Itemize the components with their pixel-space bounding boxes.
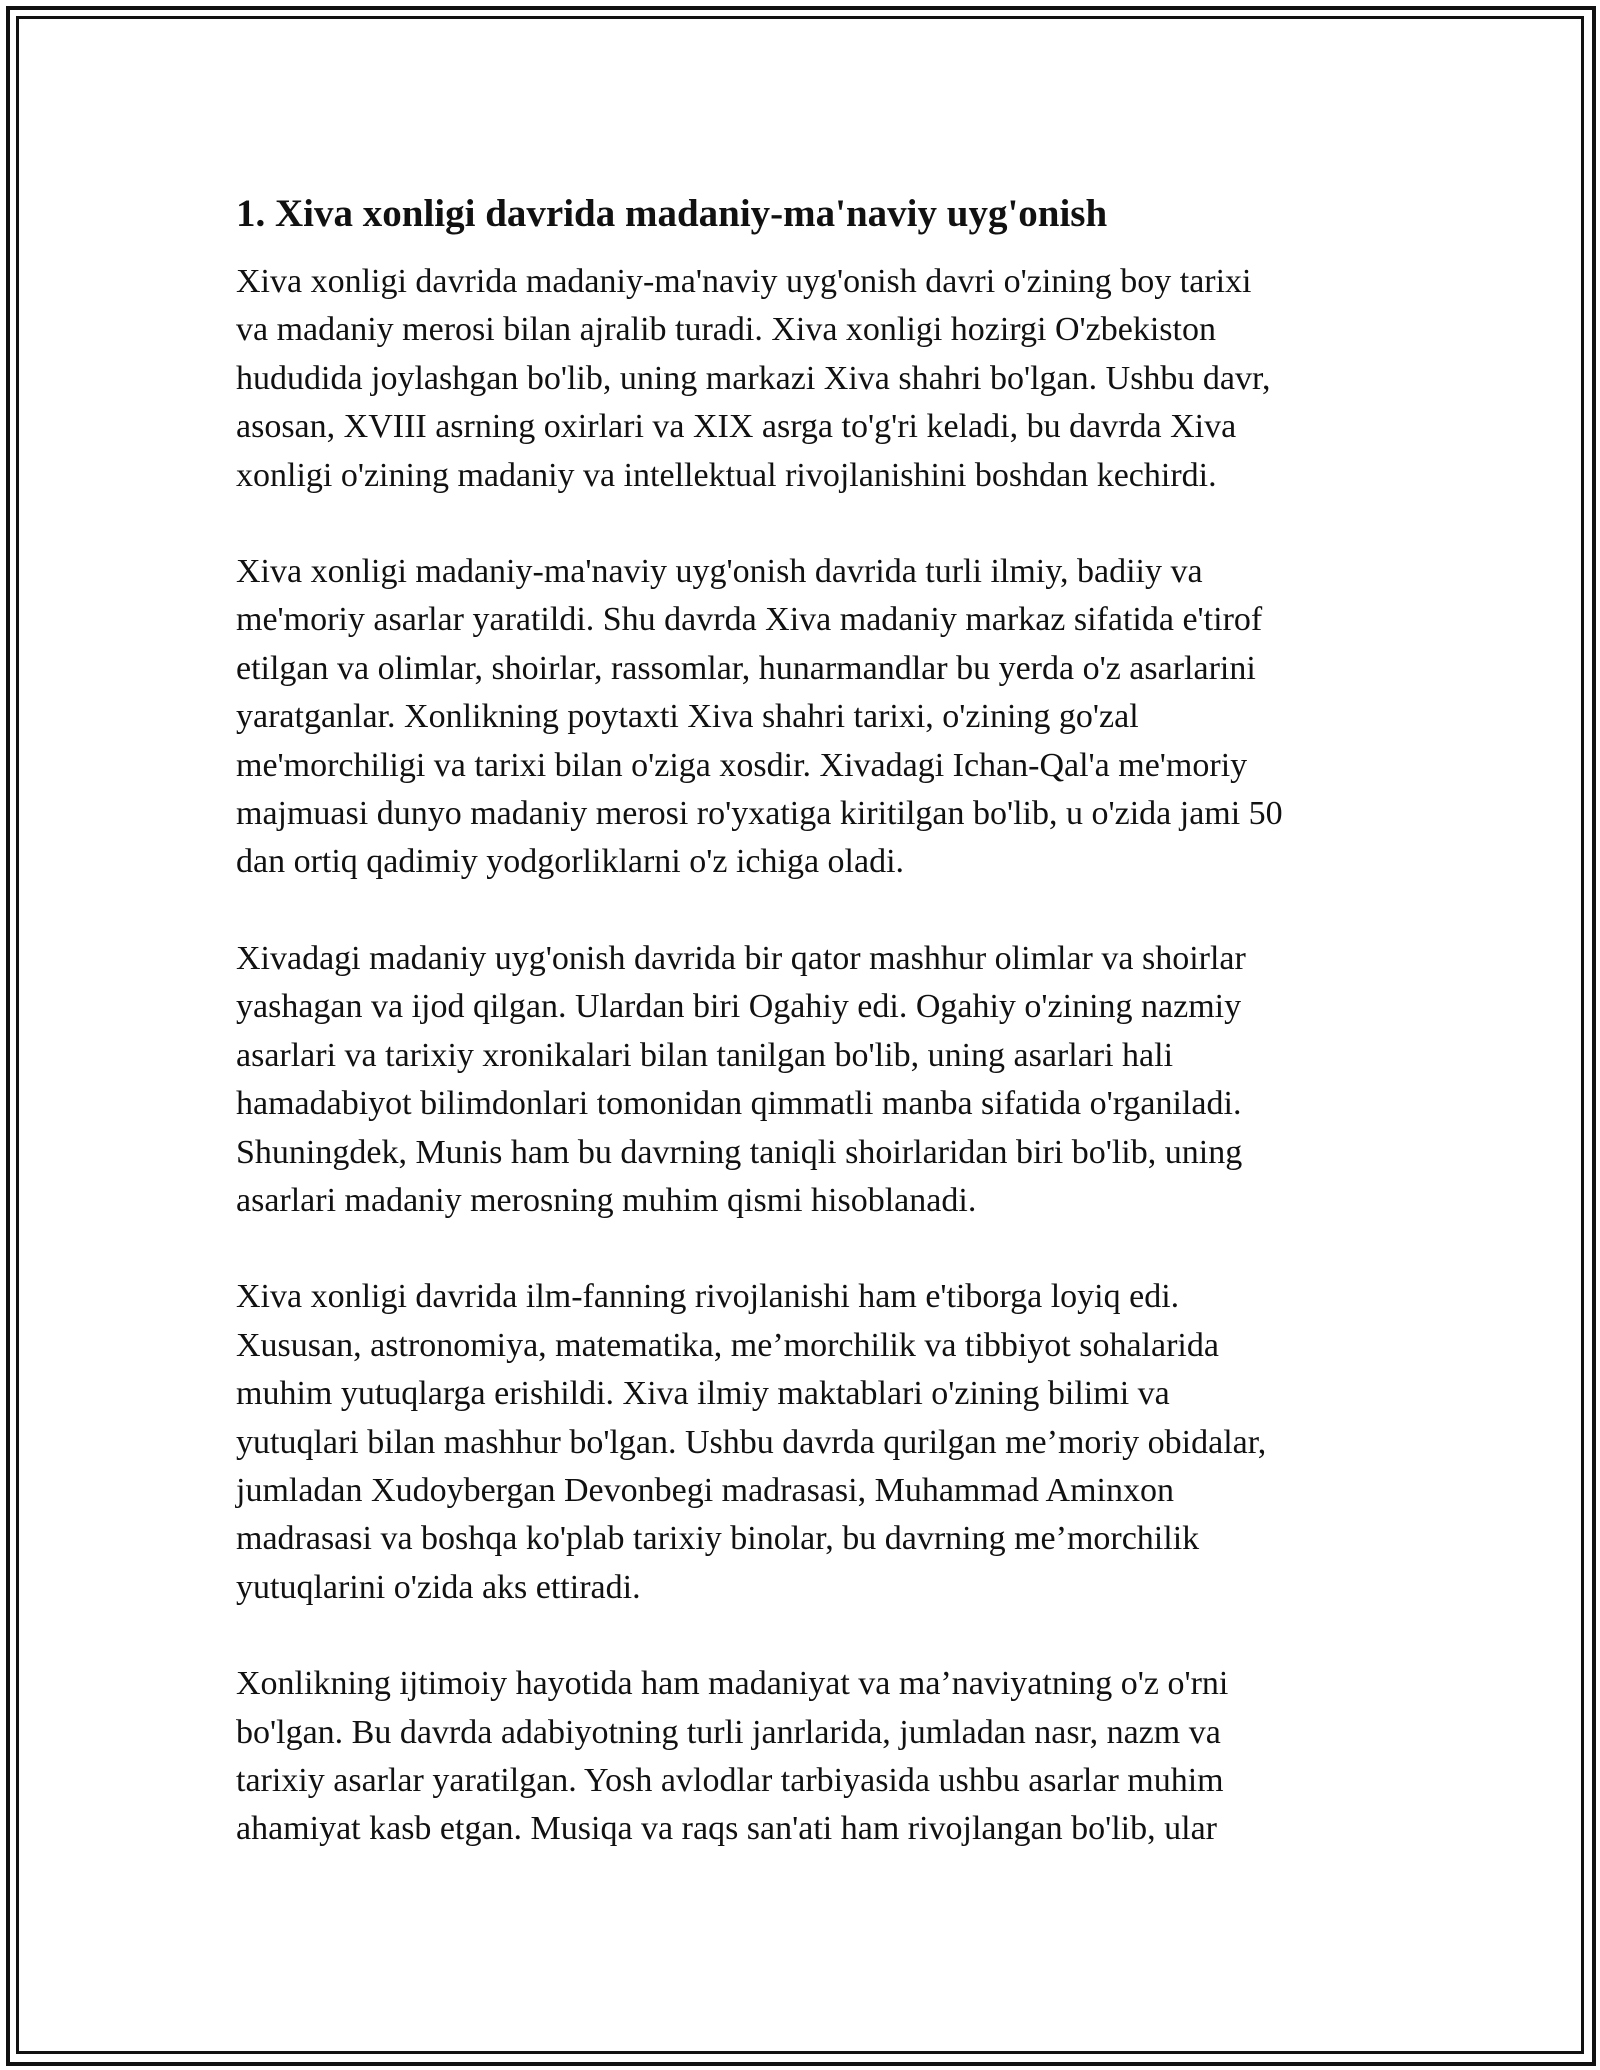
text-line: madrasasi va boshqa ko'plab tarixiy binolar, bu davrning me’morchilik [236,1520,1200,1558]
text-line: hamadabiyot bilimdonlari tomonidan qimmatli manba sifatida o'rganiladi. [236,1085,1242,1123]
text-line: Xiva xonligi davrida ilm-fanning rivojlanishi ham e'tiborga loyiq edi. [236,1278,1180,1316]
text-line: xonligi o'zining madaniy va intellektual rivojlanishini boshdan kechirdi. [236,456,1217,494]
text-line: majmuasi dunyo madaniy merosi ro'yxatiga kiritilgan bo'lib, u o'zida jami 50 [236,795,1283,833]
text-line: Xivadagi madaniy uyg'onish davrida bir qator mashhur olimlar va shoirlar [236,939,1246,977]
paragraph-3 [236,935,1386,1225]
text-line: ahamiyat kasb etgan. Musiqa va raqs san'ati ham rivojlangan bo'lib, ular [236,1810,1217,1848]
text-line: Xususan, astronomiya, matematika, me’morchilik va tibbiyot sohalarida [236,1326,1219,1364]
text-line: muhim yutuqlarga erishildi. Xiva ilmiy maktablari o'zining bilimi va [236,1375,1170,1413]
text-line: bo'lgan. Bu davrda adabiyotning turli janrlarida, jumladan nasr, nazm va [236,1713,1221,1751]
text-line: Shuningdek, Munis ham bu davrning taniqli shoirlaridan biri bo'lib, uning [236,1133,1243,1171]
paragraph-1 [236,258,1386,500]
text-line: hududida joylashgan bo'lib, uning markazi Xiva shahri bo'lgan. Ushbu davr, [236,359,1271,397]
text-line: jumladan Xudoybergan Devonbegi madrasasi, Muhammad Aminxon [236,1471,1174,1509]
text-line: asarlari va tarixiy xronikalari bilan tanilgan bo'lib, uning asarlari hali [236,1036,1174,1074]
paragraph-2 [236,548,1386,887]
text-line: asosan, XVIII asrning oxirlari va XIX asrga to'g'ri keladi, bu davrda Xiva [236,408,1237,446]
document-body [236,186,1386,1902]
text-line: me'morchiligi va tarixi bilan o'ziga xosdir. Xivadagi Ichan-Qal'a me'moriy [236,746,1248,784]
text-line: yashagan va ijod qilgan. Ulardan biri Ogahiy edi. Ogahiy o'zining nazmiy [236,988,1242,1026]
section-heading: 1. Xiva xonligi davrida madaniy-ma'naviy uyg'onish [236,192,1108,235]
text-line: me'moriy asarlar yaratildi. Shu davrda Xiva madaniy markaz sifatida e'tirof [236,601,1263,639]
text-line: yaratganlar. Xonlikning poytaxti Xiva shahri tarixi, o'zining go'zal [236,698,1139,736]
text-line: Xonlikning ijtimoiy hayotida ham madaniyat va ma’naviyatning o'z o'rni [236,1665,1229,1703]
text-line: etilgan va olimlar, shoirlar, rassomlar, hunarmandlar bu yerda o'z asarlarini [236,649,1256,687]
paragraph-4 [236,1273,1386,1612]
text-line: yutuqlarini o'zida aks ettiradi. [236,1568,641,1606]
text-line: tarixiy asarlar yaratilgan. Yosh avlodlar tarbiyasida ushbu asarlar muhim [236,1761,1224,1799]
text-line: Xiva xonligi madaniy-ma'naviy uyg'onish davrida turli ilmiy, badiiy va [236,553,1203,591]
text-line: dan ortiq qadimiy yodgorliklarni o'z ichiga oladi. [236,843,905,881]
text-line: Xiva xonligi davrida madaniy-ma'naviy uyg'onish davri o'zining boy tarixi [236,263,1252,300]
text-line: va madaniy merosi bilan ajralib turadi. Xiva xonligi hozirgi O'zbekiston [236,311,1216,349]
text-line: yutuqlari bilan mashhur bo'lgan. Ushbu davrda qurilgan me’moriy obidalar, [236,1423,1267,1461]
paragraph-5 [236,1660,1386,1854]
text-line: asarlari madaniy merosning muhim qismi hisoblanadi. [236,1181,977,1219]
